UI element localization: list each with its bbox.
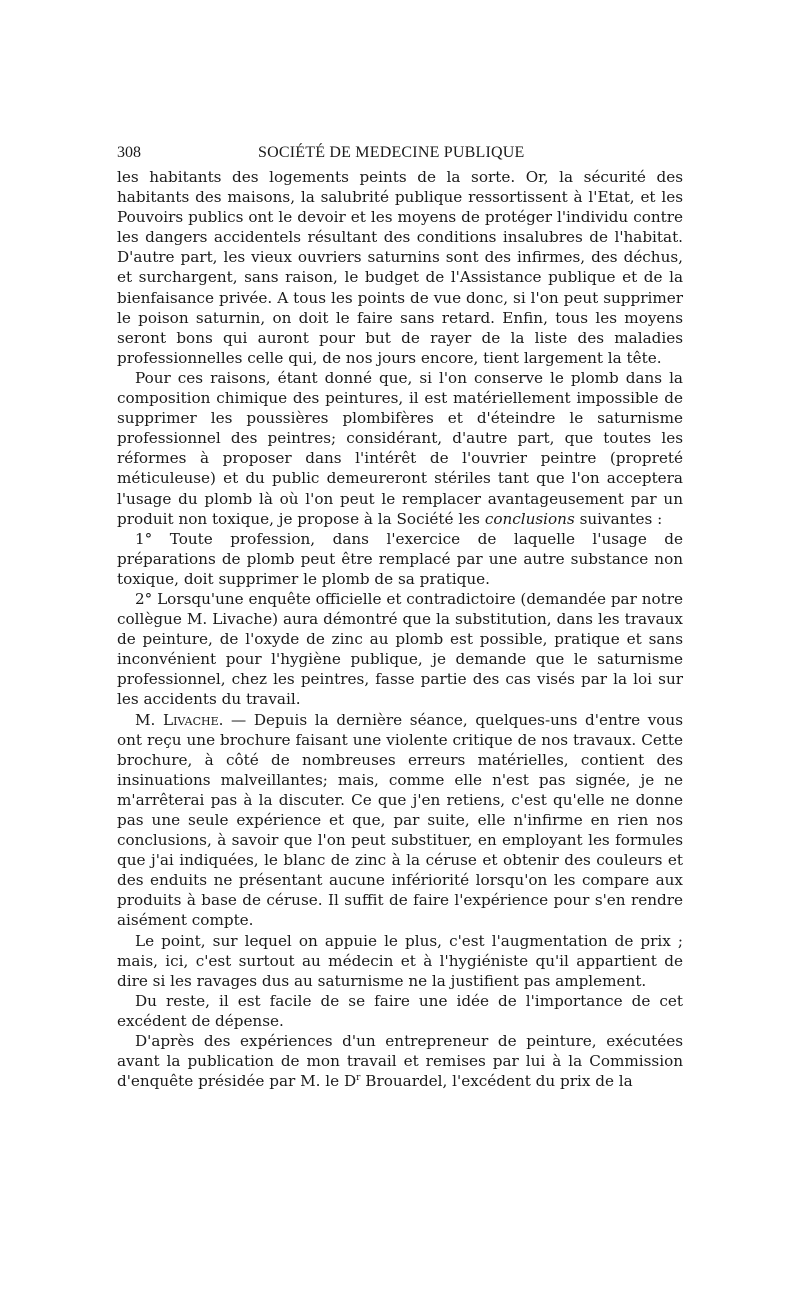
paragraph-8-tail: Brouardel, l'excédent du prix de la (360, 1072, 633, 1091)
paragraph-6: Le point, sur lequel on appuie le plus, c'est l'augmentation de prix ; mais, ici, c'est surtout au médecin et à l'hygiéniste qu'il appartient de dire si les ravages dus au saturnisme ne la justifient pas amplement. (117, 931, 683, 990)
running-title: SOCIÉTÉ DE MEDECINE PUBLIQUE (258, 144, 525, 161)
paragraph-1: les habitants des logements peints de la sorte. Or, la sécurité des habitants des maisons, la salubrité publique ressortissent à l'Etat, et les Pouvoirs publics ont le devoir et les moyens de protéger l'individu contre les dangers accidentels résultant des conditions insalubres de l'habitat. D'autre part, les vieux ouvriers saturnins sont des infirmes, des déchus, et surchargent, sans raison, le budget de l'Assistance publique et de la bienfaisance privée. A tous les points de vue donc, si l'on peut supprimer le poison saturnin, on doit le faire sans retard. Enfin, tous les moyens seront bons qui auront pour but de rayer de la liste des maladies professionnelles celle qui, de nos jours encore, tient largement la tête. (117, 168, 683, 367)
paragraph-2-text: Pour ces raisons, étant donné que, si l'on conserve le plomb dans la composition chimique des peintures, il est matériellement impossible de supprimer les poussières plombifères et d'éteindre le saturnisme professionnel des peintres; considérant, d'autre part, que toutes les réformes à proposer dans l'intérêt de l'ouvrier peintre (propreté méticuleuse) et du public demeureront stériles tant que l'on acceptera l'usage du plomb là où l'on peut le remplacer avantageusement par un produit non toxique, je propose à la Société les (117, 368, 683, 528)
doctor-superscript: r (356, 1073, 361, 1084)
paragraph-8-text: D'après des expériences d'un entrepreneur de peinture, exécutées avant la publication de mon travail et remises par lui à la Commission d'enquête présidée par M. le D (117, 1032, 683, 1091)
conclusion-1: 1° Toute profession, dans l'exercice de laquelle l'usage de préparations de plomb peut être remplacé par une autre substance non toxique, doit supprimer le plomb de sa pratique. (117, 529, 683, 588)
conclusion-2: 2° Lorsqu'une enquête officielle et contradictoire (demandée par notre collègue M. Livache) aura démontré que la substitution, dans les travaux de peinture, de l'oxyde de zinc au plomb est possible, pratique et sans inconvénient pour l'hygiène publique, je demande que le saturnisme professionnel, chez les peintres, fasse partie des cas visés par la loi sur les accidents du travail. (117, 589, 683, 709)
document-page (117, 143, 683, 1091)
conclusions-emphasis: conclusions (484, 509, 575, 528)
paragraph-8 (117, 1031, 683, 1091)
paragraph-livache (117, 710, 683, 931)
paragraph-7: Du reste, il est facile de se faire une idée de l'importance de cet excédent de dépense. (117, 991, 683, 1030)
page-number: 308 (117, 144, 141, 161)
paragraph-livache-text: — Depuis la dernière séance, quelques-uns d'entre vous ont reçu une brochure faisant une violente critique de nos travaux. Cette brochure, à côté de nombreuses erreurs matérielles, contient des insinuations malveillantes; mais, comme elle n'est pas signée, je ne m'arrêterai pas à la discuter. Ce que j'en retiens, c'est qu'elle ne donne pas une seule expérience et que, par suite, elle n'infirme en rien nos conclusions, à savoir que l'on peut substituer, en employant les formules que j'ai indiquées, le blanc de zinc à la céruse et obtenir des couleurs et des enduits ne présentant aucune infériorité lorsqu'on les compare aux produits à base de céruse. Il suffit de faire l'expérience pour s'en rendre aisément compte. (117, 710, 683, 930)
speaker-name: M. Livache. (135, 710, 224, 729)
paragraph-2 (117, 368, 683, 529)
paragraph-2-tail: suivantes : (574, 509, 663, 528)
page-header (117, 143, 683, 167)
